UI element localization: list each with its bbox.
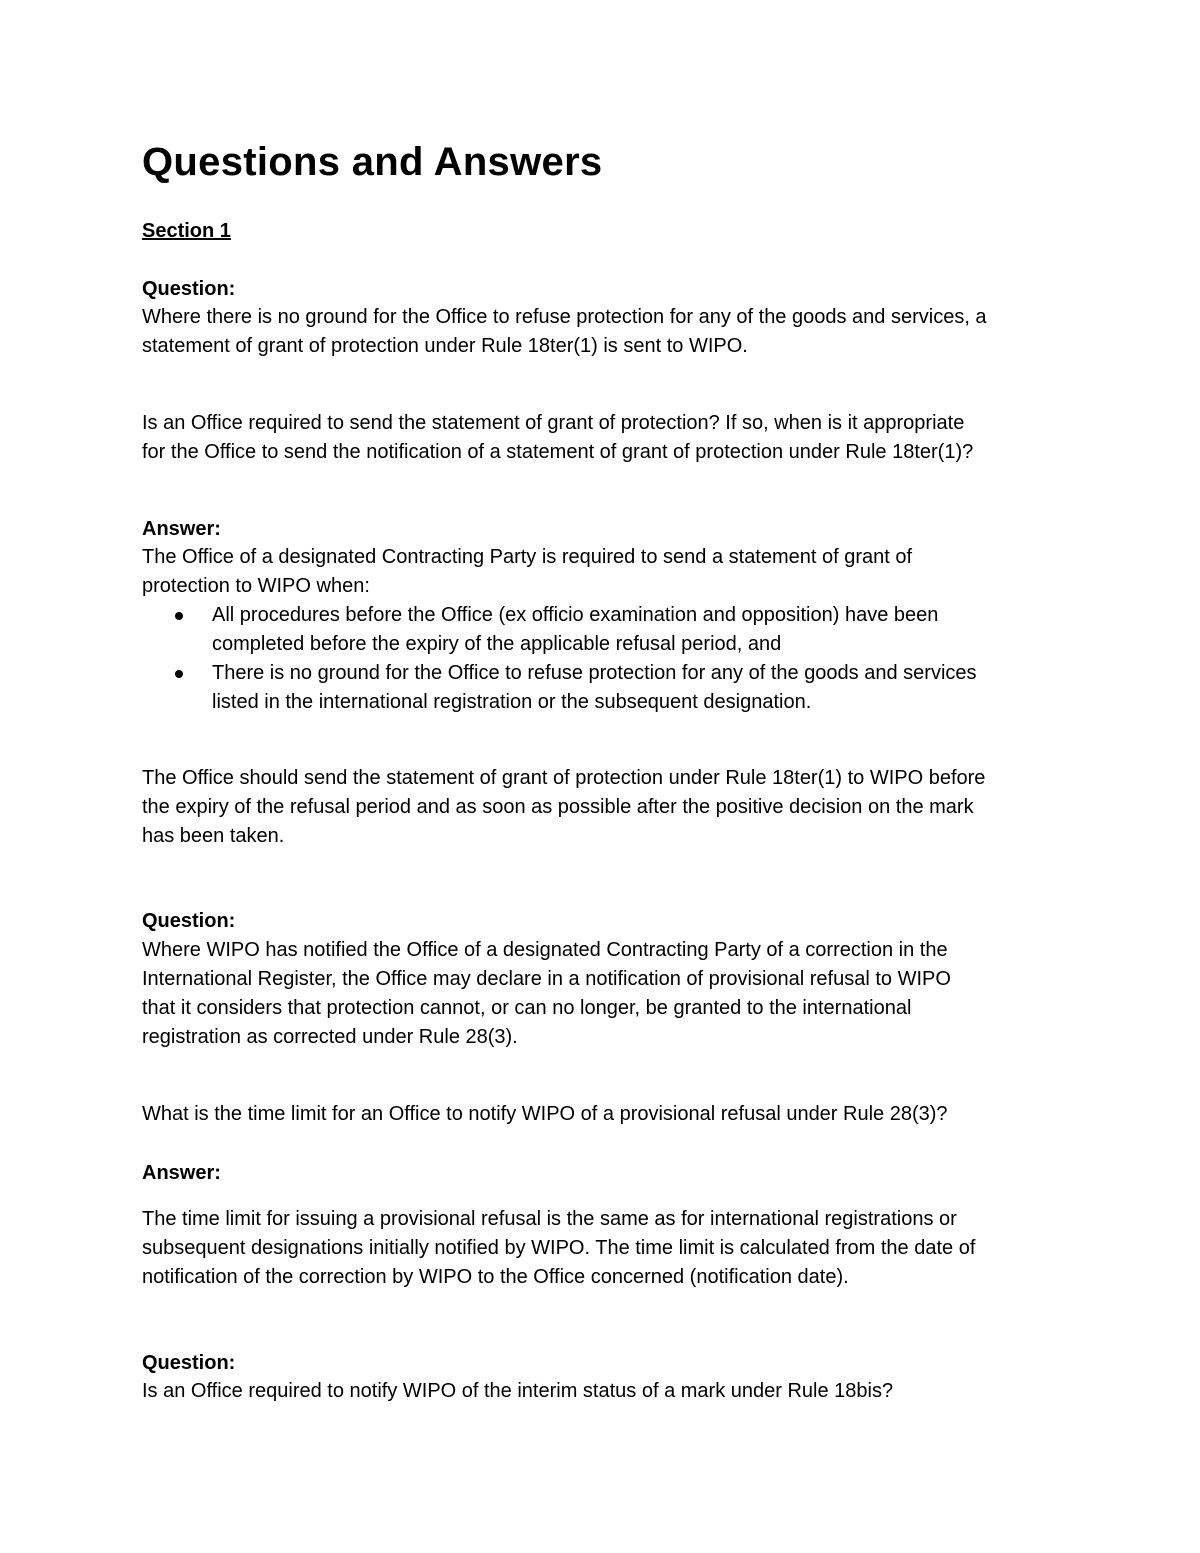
text-line: notification of the correction by WIPO to the Office concerned (notification date). [142, 1266, 849, 1288]
page-title: Questions and Answers [142, 140, 603, 184]
question-1-paragraph-2 [142, 409, 973, 467]
text-line: registration as corrected under Rule 28(3). [142, 1026, 518, 1048]
text-line: protection to WIPO when: [142, 575, 370, 597]
question-label-3: Question: [142, 1352, 236, 1374]
question-3-paragraph-1: Is an Office required to notify WIPO of the interim status of a mark under Rule 18bis? [142, 1380, 894, 1402]
text-line: listed in the international registration or the subsequent designation. [212, 691, 812, 713]
text-line: There is no ground for the Office to refuse protection for any of the goods and services [212, 662, 977, 684]
answer-label-2: Answer: [142, 1162, 221, 1184]
text-line: that it considers that protection cannot, or can no longer, be granted to the international [142, 997, 912, 1019]
text-line: subsequent designations initially notified by WIPO. The time limit is calculated from the date of [142, 1237, 976, 1259]
question-label-1: Question: [142, 278, 236, 300]
text-line: The Office should send the statement of grant of protection under Rule 18ter(1) to WIPO before [142, 767, 986, 789]
question-label-2: Question: [142, 910, 236, 932]
answer-1-paragraph-2 [142, 764, 985, 851]
text-line: The Office of a designated Contracting Party is required to send a statement of grant of [142, 546, 913, 568]
answer-1-paragraph-1 [142, 543, 912, 601]
text-line: Where WIPO has notified the Office of a designated Contracting Party of a correction in the [142, 939, 948, 961]
text-line: for the Office to send the notification of a statement of grant of protection under Rule 18ter(1)? [142, 441, 974, 463]
text-line: International Register, the Office may declare in a notification of provisional refusal to WIPO [142, 968, 951, 990]
text-line: Where there is no ground for the Office to refuse protection for any of the goods and services, a [142, 306, 987, 328]
text-line: statement of grant of protection under Rule 18ter(1) is sent to WIPO. [142, 335, 748, 357]
section-heading: Section 1 [142, 220, 231, 242]
text-line: completed before the expiry of the applicable refusal period, and [212, 633, 782, 655]
text-line: the expiry of the refusal period and as soon as possible after the positive decision on the mark [142, 796, 974, 818]
question-2-paragraph-2: What is the time limit for an Office to notify WIPO of a provisional refusal under Rule 28(3)? [142, 1103, 948, 1125]
question-2-paragraph-1 [142, 936, 951, 1052]
text-line: has been taken. [142, 825, 285, 847]
answer-label-1: Answer: [142, 518, 221, 540]
text-line: All procedures before the Office (ex officio examination and opposition) have been [212, 604, 939, 626]
text-line: The time limit for issuing a provisional refusal is the same as for international registrations or [142, 1208, 957, 1230]
question-1-paragraph-1 [142, 303, 987, 361]
answer-1-bullet-list [142, 601, 977, 717]
answer-2-paragraph-1 [142, 1205, 975, 1292]
text-line: Is an Office required to send the statement of grant of protection? If so, when is it appropriate [142, 412, 965, 434]
bullet-icon [175, 612, 183, 620]
bullet-icon [175, 670, 183, 678]
list-item [142, 659, 977, 717]
list-item [142, 601, 977, 659]
